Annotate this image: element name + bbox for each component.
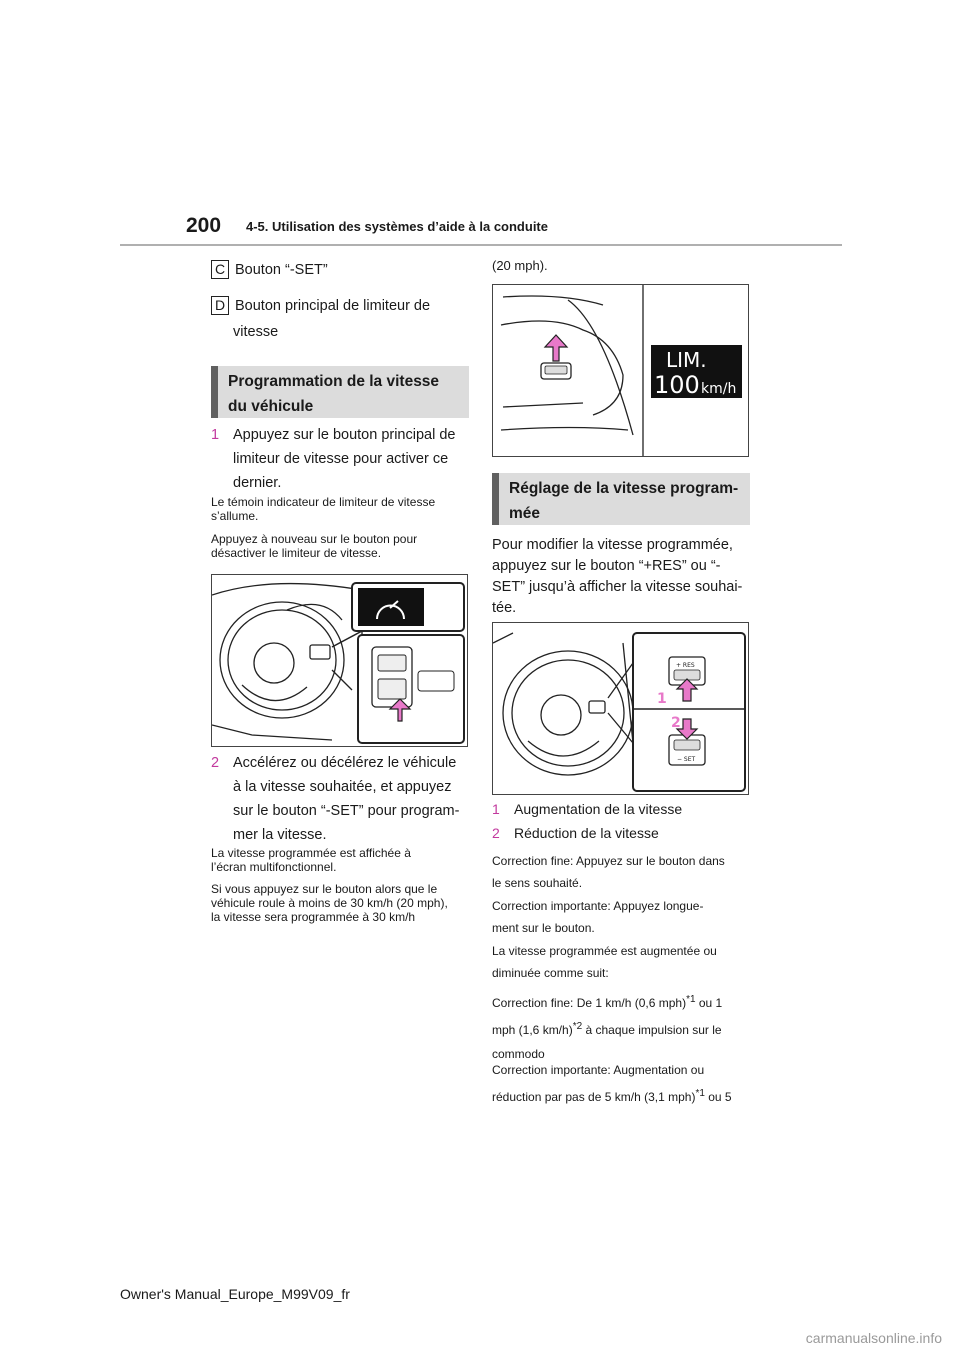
note-4-line3: la vitesse sera programmée à 30 km/h <box>211 910 416 924</box>
ref-d-text: Bouton principal de limiteur de <box>235 297 431 314</box>
lim-display-label: LIM. <box>666 348 707 372</box>
correction-importante-line1: Correction importante: Appuyez longue- <box>492 899 704 913</box>
fine-detail-a: Correction fine: De 1 km/h (0,6 mph) <box>492 996 687 1010</box>
figure-limiter-button <box>211 574 468 747</box>
note-2-line2: désactiver le limiteur de vitesse. <box>211 546 382 560</box>
step-1-line2: limiteur de vitesse pour activer ce <box>233 451 449 467</box>
res-set-illustration <box>493 623 749 795</box>
legend-item-1 <box>492 799 682 819</box>
footnote-ref-1: *1 <box>686 994 696 1005</box>
reglage-para-line2: appuyez sur le bouton “+RES” ou “- <box>492 558 721 574</box>
heading-reglage-line1: Réglage de la vitesse program- <box>509 480 739 497</box>
reglage-para-line1: Pour modifier la vitesse programmée, <box>492 537 733 553</box>
manual-footer: Owner's Manual_Europe_M99V09_fr <box>120 1286 350 1302</box>
step-2-number: 2 <box>211 755 220 771</box>
correction-importante-para <box>492 895 703 939</box>
note-3 <box>211 846 411 874</box>
note-1 <box>211 495 435 523</box>
legend-item-1-text: Augmentation de la vitesse <box>514 801 683 817</box>
lim-display-unit: km/h <box>701 381 737 397</box>
heading-programmation <box>211 366 469 418</box>
step-2-line1: Accélérez ou décélérez le véhicule <box>233 755 457 771</box>
ref-d <box>211 296 430 315</box>
step-2-line4: mer la vitesse. <box>233 827 327 843</box>
importante-detail-b: ou 5 <box>704 1090 732 1104</box>
heading-reglage-line2: mée <box>509 505 541 522</box>
heading-programmation-line1: Programmation de la vitesse <box>228 373 440 390</box>
continued-text: (20 mph). <box>492 258 548 273</box>
fine-detail-d: à chaque impulsion sur le <box>582 1023 722 1037</box>
lim-display-speed: 100 <box>654 371 700 399</box>
step-2 <box>211 751 473 847</box>
importante-detail-line1: Correction importante: Augmentation ou <box>492 1063 705 1077</box>
importante-detail-a: réduction par pas de 5 km/h (3,1 mph) <box>492 1090 696 1104</box>
step-1-line1: Appuyez sur le bouton principal de <box>233 427 456 443</box>
steering-wheel-illustration <box>212 575 468 747</box>
note-1-line2: s’allume. <box>211 509 259 523</box>
figure-label-1: 1 <box>657 691 667 707</box>
header-divider <box>120 244 842 246</box>
reglage-paragraph <box>492 535 754 619</box>
correction-importante-line2: ment sur le bouton. <box>492 921 595 935</box>
step-2-line3: sur le bouton “-SET” pour program- <box>233 803 460 819</box>
fine-detail-b: ou 1 <box>695 996 723 1010</box>
legend-item-1-number: 1 <box>492 801 500 817</box>
heading-programmation-line2: du véhicule <box>228 398 314 415</box>
fine-detail-c: mph (1,6 km/h) <box>492 1023 573 1037</box>
figure-label-2: 2 <box>671 715 681 731</box>
ref-d-letter: D <box>211 296 229 315</box>
correction-fine-line1: Correction fine: Appuyez sur le bouton dans <box>492 854 725 868</box>
step-2-line2: à la vitesse souhaitée, et appuyez <box>233 779 452 795</box>
note-4-line1: Si vous appuyez sur le bouton alors que le <box>211 882 438 896</box>
correction-importante-detail <box>492 1058 732 1109</box>
step-1 <box>211 423 473 495</box>
ref-d-text-cont: vitesse <box>233 324 279 340</box>
legend-item-2 <box>492 823 659 843</box>
page-number: 200 <box>186 214 222 237</box>
reglage-para-line3: SET” jusqu’à afficher la vitesse souhai- <box>492 579 743 595</box>
note-4-line2: véhicule roule à moins de 30 km/h (20 mph), <box>211 896 448 910</box>
correction-fine-detail <box>492 988 722 1066</box>
set-button-label: − SET <box>677 756 696 763</box>
augmentation-line1: La vitesse programmée est augmentée ou <box>492 944 717 958</box>
augmentation-line2: diminuée comme suit: <box>492 966 609 980</box>
footnote-ref-2: *2 <box>572 1021 583 1032</box>
set-button-illustration <box>493 285 749 457</box>
note-3-line1: La vitesse programmée est affichée à <box>211 846 411 860</box>
ref-c-text: Bouton “-SET” <box>235 261 328 278</box>
reglage-para-line4: tée. <box>492 600 517 616</box>
correction-fine-line2: le sens souhaité. <box>492 876 583 890</box>
note-3-line2: l’écran multifonctionnel. <box>211 860 337 874</box>
footnote-ref-3: *1 <box>695 1088 705 1099</box>
legend-item-2-number: 2 <box>492 825 500 841</box>
note-2 <box>211 532 417 560</box>
augmentation-para <box>492 940 717 984</box>
ref-c <box>211 260 328 279</box>
note-4 <box>211 882 448 924</box>
correction-fine-para <box>492 850 725 894</box>
fine-detail-e: commodo <box>492 1047 545 1061</box>
ref-c-letter: C <box>211 260 229 279</box>
step-1-line3: dernier. <box>233 475 282 491</box>
section-title: 4-5. Utilisation des systèmes d’aide à la conduite <box>246 219 548 234</box>
step-1-number: 1 <box>211 427 220 443</box>
figure-res-set <box>492 622 749 795</box>
note-2-line1: Appuyez à nouveau sur le bouton pour <box>211 532 418 546</box>
heading-reglage <box>492 473 750 525</box>
legend-item-2-text: Réduction de la vitesse <box>514 825 659 841</box>
note-1-line1: Le témoin indicateur de limiteur de vitesse <box>211 495 436 509</box>
figure-lim-display <box>492 284 749 457</box>
watermark: carmanualsonline.info <box>805 1330 942 1346</box>
res-button-label: + RES <box>676 662 695 669</box>
